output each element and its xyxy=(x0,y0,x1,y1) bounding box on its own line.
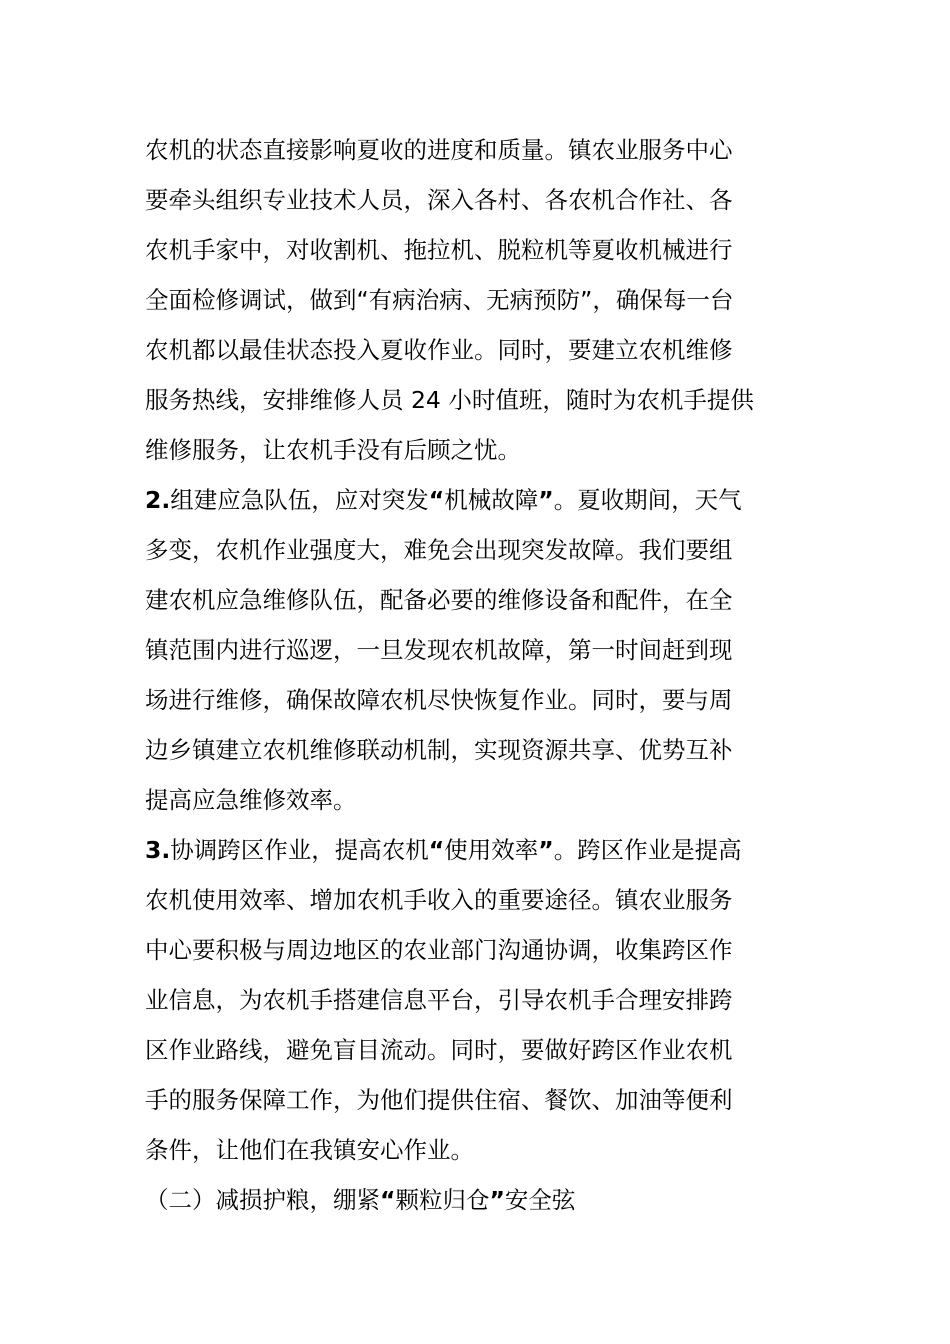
line-text: 要牵头组织专业技术人员，深入各村、各农机合作社、各 xyxy=(145,186,733,214)
text-line xyxy=(145,525,810,575)
text-line xyxy=(145,325,810,375)
line-text: 颗粒归仓 xyxy=(395,1186,490,1214)
text-line xyxy=(145,375,810,425)
line-text: 建农机应急维修队伍，配备必要的维修设备和配件，在全 xyxy=(145,586,733,614)
line-text: 服务热线，安排维修人员 24 小时值班，随时为农机手提供 xyxy=(145,386,754,414)
line-text: 协调跨区作业，提高农机 xyxy=(170,836,429,864)
line-text: 边乡镇建立农机维修联动机制，实现资源共享、优势互补 xyxy=(145,736,733,764)
line-text: 维修服务，让农机手没有后顾之忧。 xyxy=(145,436,521,464)
line-text: 提高应急维修效率。 xyxy=(145,786,357,814)
line-text: 镇范围内进行巡逻，一旦发现农机故障，第一时间赶到现 xyxy=(145,636,733,664)
line-text: 农机使用效率、增加农机手收入的重要途径。镇农业服务 xyxy=(145,886,733,914)
bold-text: “ xyxy=(428,836,445,864)
text-line xyxy=(145,125,810,175)
text-line xyxy=(145,275,810,325)
text-line xyxy=(145,925,810,975)
text-line xyxy=(145,475,810,525)
body-text xyxy=(145,125,810,1225)
text-line xyxy=(145,225,810,275)
line-text: 农机手家中，对收割机、拖拉机、脱粒机等夏收机械进行 xyxy=(145,236,733,264)
line-text: 农机都以最佳状态投入夏收作业。同时，要建立农机维修 xyxy=(145,336,733,364)
line-text: 业信息，为农机手搭建信息平台，引导农机手合理安排跨 xyxy=(145,986,733,1014)
bold-text: 2. xyxy=(145,486,171,514)
bold-text: ” xyxy=(538,486,554,514)
line-text: 条件，让他们在我镇安心作业。 xyxy=(145,1136,474,1164)
line-text: 。跨区作业是提高 xyxy=(553,836,742,864)
line-text: 中心要积极与周边地区的农业部门沟通协调，收集跨区作 xyxy=(145,936,733,964)
line-text: 区作业路线，避免盲目流动。同时，要做好跨区作业农机 xyxy=(145,1036,733,1064)
text-line xyxy=(145,875,810,925)
bold-text: “ xyxy=(380,1186,396,1214)
bold-text: ” xyxy=(489,1186,505,1214)
text-line xyxy=(145,1075,810,1125)
text-line xyxy=(145,175,810,225)
bold-text: 3. xyxy=(145,836,171,864)
line-text: 场进行维修，确保故障农机尽快恢复作业。同时，要与周 xyxy=(145,686,733,714)
line-text: 组建应急队伍，应对突发 xyxy=(170,486,429,514)
line-text: 。夏收期间，天气 xyxy=(553,486,742,514)
text-line xyxy=(145,575,810,625)
line-text: 机械故障 xyxy=(444,486,539,514)
text-line xyxy=(145,675,810,725)
text-line xyxy=(145,775,810,825)
text-line xyxy=(145,1125,810,1175)
text-line xyxy=(145,725,810,775)
line-text: 手的服务保障工作，为他们提供住宿、餐饮、加油等便利 xyxy=(145,1086,733,1114)
bold-text: “ xyxy=(428,486,445,514)
text-line xyxy=(145,425,810,475)
text-line xyxy=(145,625,810,675)
text-line xyxy=(145,1025,810,1075)
text-line xyxy=(145,1175,810,1225)
bold-text: ” xyxy=(538,836,554,864)
line-text: 全面检修调试，做到“有病治病、无病预防”，确保每一台 xyxy=(145,286,734,314)
line-text: 使用效率 xyxy=(444,836,539,864)
line-text: 多变，农机作业强度大，难免会出现突发故障。我们要组 xyxy=(145,536,733,564)
text-line xyxy=(145,825,810,875)
text-line xyxy=(145,975,810,1025)
line-text: （二）减损护粮，绷紧 xyxy=(145,1186,380,1214)
line-text: 安全弦 xyxy=(504,1186,576,1214)
line-text: 农机的状态直接影响夏收的进度和质量。镇农业服务中心 xyxy=(145,136,733,164)
